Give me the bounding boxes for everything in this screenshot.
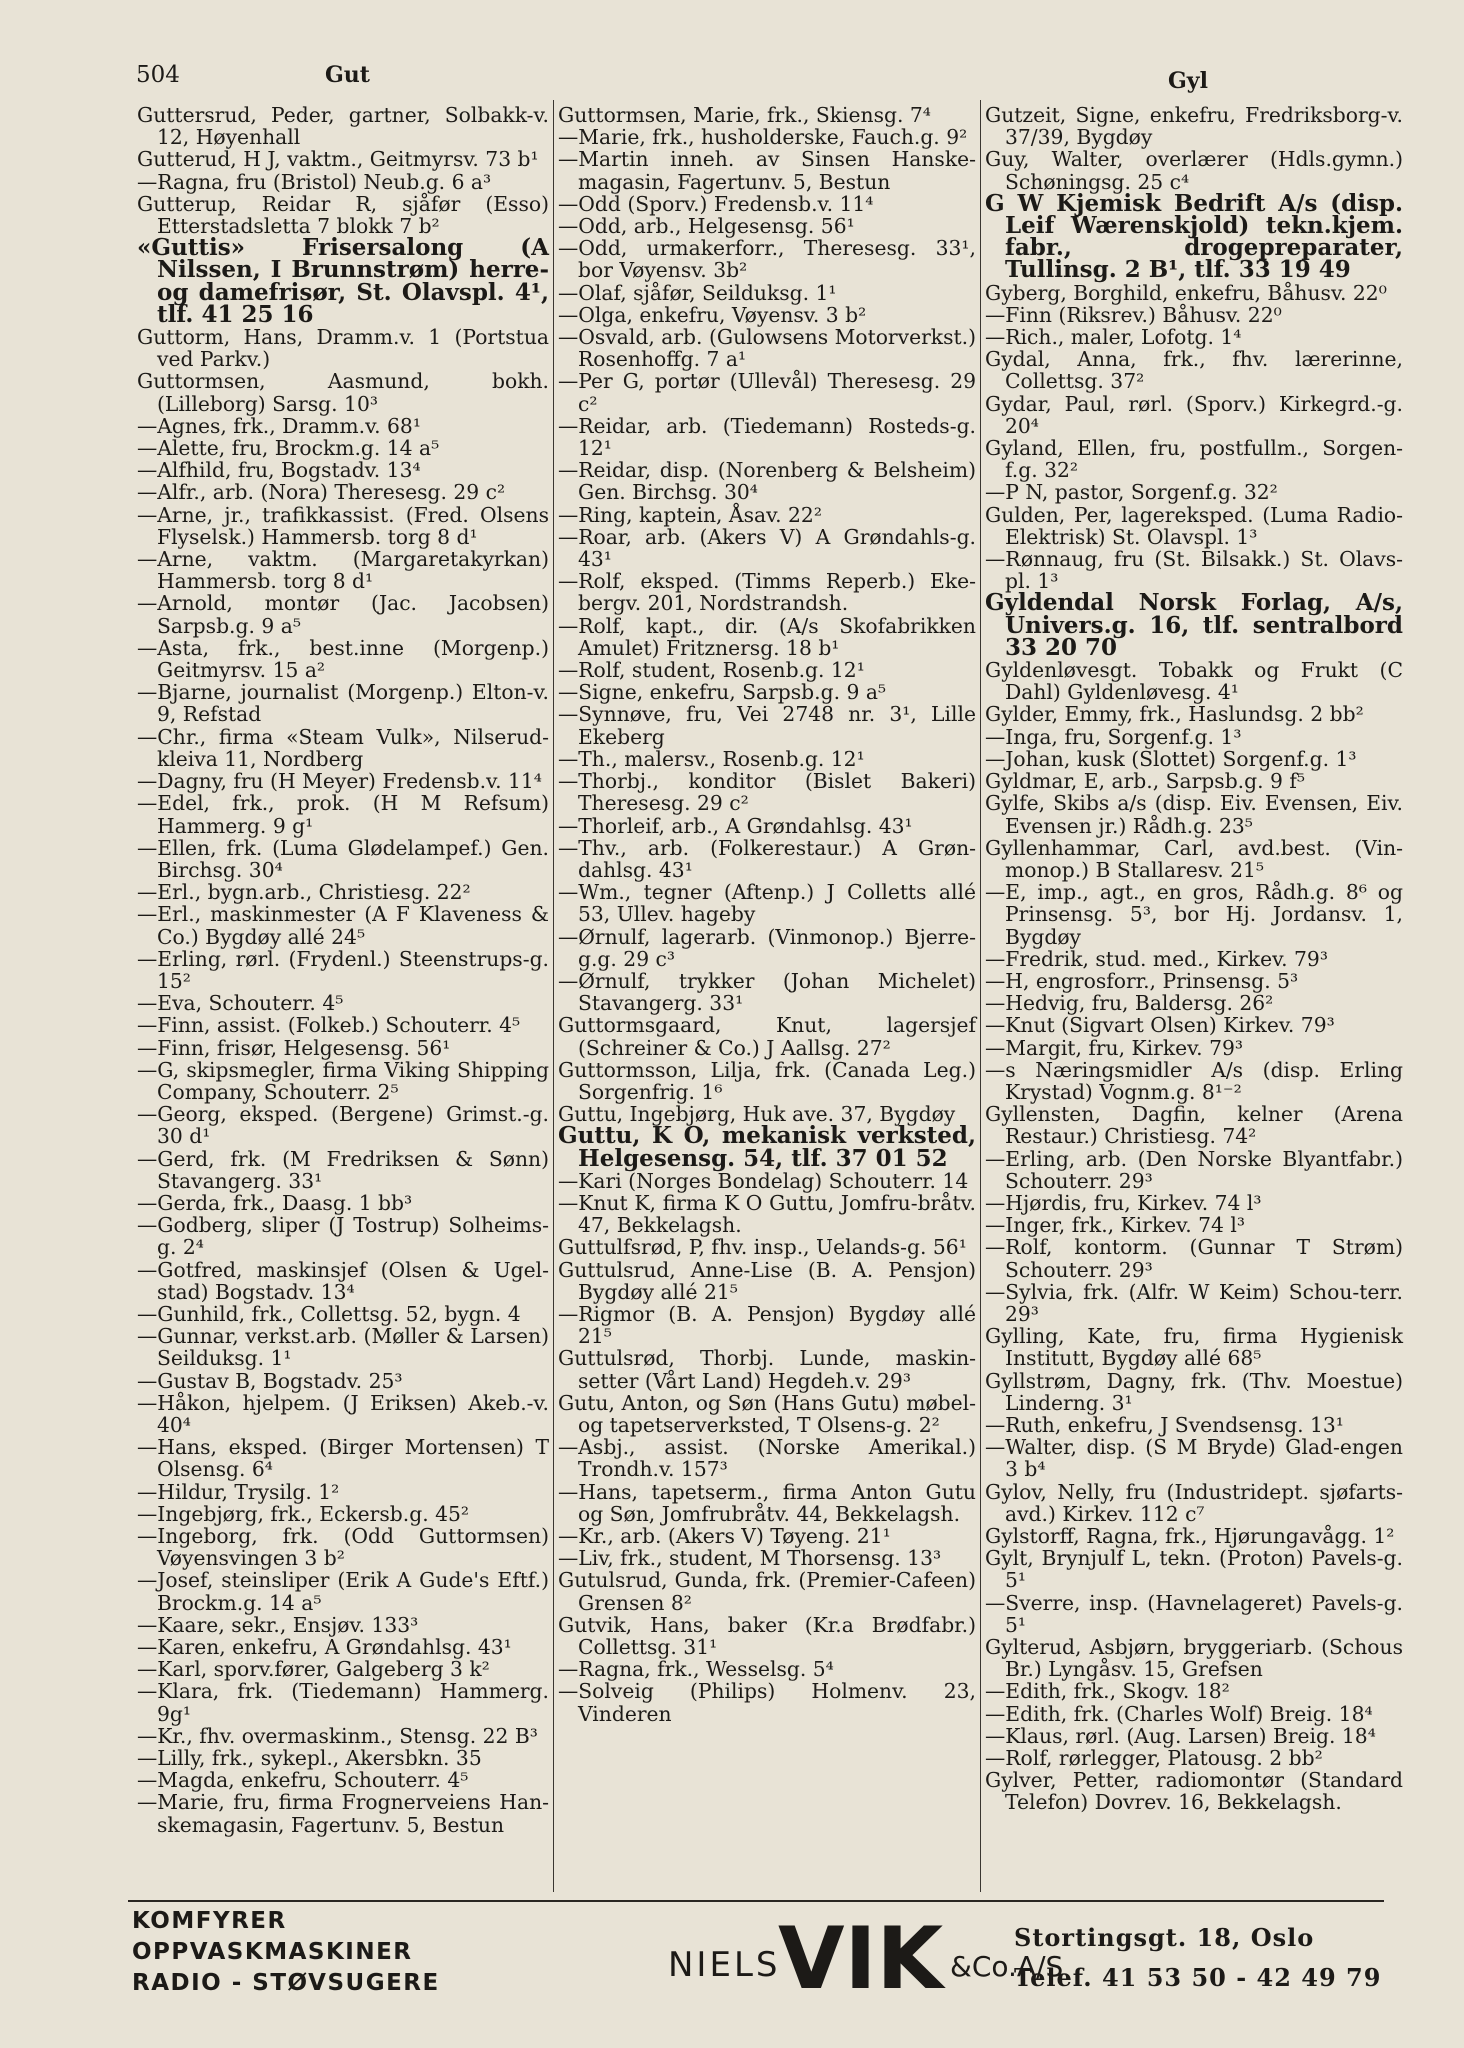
directory-entry: —Karl, sporv.fører, Galgeberg 3 k² (137, 1657, 490, 1682)
directory-entry: —Marie, fru, firma Frognerveiens Han-skemagasin, Fagertunv. 5, Bestun (137, 1790, 549, 1837)
directory-entry: —H, engrosforr., Prinsensg. 5³ (985, 968, 1299, 993)
ad-product-line: RADIO - STØVSUGERE (132, 1970, 440, 1996)
directory-entry: —Georg, eksped. (Bergene) Grimst.-g. 30 d¹ (137, 1102, 549, 1149)
directory-entry: —Synnøve, fru, Vei 2748 nr. 3¹, Lille Ekeberg (558, 702, 976, 749)
directory-entry: —Rolf, rørlegger, Platousg. 2 bb² (985, 1746, 1323, 1771)
directory-entry: —Asbj., assist. (Norske Amerikal.) Trondh.v. 157³ (558, 1435, 976, 1482)
logo-vik: VIK (778, 1914, 944, 1998)
directory-entry: —Odd (Sporv.) Fredensb.v. 11⁴ (558, 191, 874, 216)
directory-entry: —Rolf, kontorm. (Gunnar T Strøm) Schouterr. 29³ (985, 1235, 1403, 1282)
directory-entry: Guy, Walter, overlærer (Hdls.gymn.) Schøningsg. 25 c⁴ (985, 147, 1403, 194)
directory-entry: —Ørnulf, lagerarb. (Vinmonop.) Bjerre-g.g. 29 c³ (558, 924, 976, 971)
directory-entry: —Gunhild, frk., Collettsg. 52, bygn. 4 (137, 1301, 521, 1326)
directory-entry: Gutterud, H J, vaktm., Geitmyrsv. 73 b¹ (137, 147, 539, 172)
directory-entry: —Walter, disp. (S M Bryde) Glad-engen 3 b⁴ (985, 1435, 1403, 1482)
directory-entry: —Edith, frk., Skogv. 18² (985, 1679, 1230, 1704)
directory-entry: —Odd, urmakerforr., Theresesg. 33¹, bor Vøyensv. 3b² (558, 236, 976, 283)
directory-entry: Gyldmar, E, arb., Sarpsb.g. 9 f⁵ (985, 769, 1305, 794)
directory-entry: —Rolf, eksped. (Timms Reperb.) Eke-bergv. 201, Nordstrandsh. (558, 569, 976, 616)
directory-entry: Guttorm, Hans, Dramm.v. 1 (Portstua ved Parkv.) (137, 325, 549, 372)
directory-entry: Guttulsrød, Thorbj. Lunde, maskin-setter (Vårt Land) Hegdeh.v. 29³ (558, 1346, 976, 1393)
column-divider (980, 100, 981, 1892)
directory-entry: Gylt, Brynjulf L, tekn. (Proton) Pavels-g. 5¹ (985, 1546, 1403, 1593)
directory-entry: —Asta, frk., best.inne (Morgenp.) Geitmyrsv. 15 a² (137, 635, 549, 683)
directory-entry: —Dagny, fru (H Meyer) Fredensb.v. 11⁴ (137, 769, 542, 794)
directory-entry: —Margit, fru, Kirkev. 79³ (985, 1035, 1244, 1060)
directory-entry: Gylfe, Skibs a/s (disp. Eiv. Evensen, Eiv. Evensen jr.) Rådh.g. 23⁵ (985, 791, 1403, 838)
directory-entry: Gydar, Paul, rørl. (Sporv.) Kirkegrd.-g. 20⁴ (985, 391, 1403, 438)
directory-entry: —Per G, portør (Ullevål) Theresesg. 29 c² (558, 369, 976, 416)
directory-entry: —Finn (Riksrev.) Båhusv. 22⁰ (985, 302, 1282, 327)
directory-entry: Gutzeit, Signe, enkefru, Fredriksborg-v. 37/39, Bygdøy (985, 103, 1403, 150)
directory-entry: —Ragna, fru (Bristol) Neub.g. 6 a³ (137, 169, 492, 194)
directory-entry: —Ingeborg, frk. (Odd Guttormsen) Vøyensvingen 3 b² (137, 1524, 549, 1571)
directory-entry: —Osvald, arb. (Gulowsens Motorverkst.) Rosenhoffg. 7 a¹ (558, 325, 976, 372)
advertisement (128, 1900, 1384, 2002)
directory-entry: —Hans, tapetserm., firma Anton Gutu og Søn, Jomfrubråtv. 44, Bekkelagsh. (558, 1479, 976, 1526)
directory-entry: —Kaare, sekr., Ensjøv. 133³ (137, 1612, 419, 1637)
directory-entry: —Ring, kaptein, Åsav. 22² (558, 502, 822, 527)
directory-entry: —Alfr., arb. (Nora) Theresesg. 29 c² (137, 480, 506, 505)
directory-entry: —Klaus, rørl. (Aug. Larsen) Breig. 18⁴ (985, 1723, 1376, 1748)
directory-entry: —Erling, rørl. (Frydenl.) Steenstrups-g. 15² (137, 946, 549, 993)
directory-column-2 (558, 104, 976, 1725)
directory-entry: —Finn, frisør, Helgesensg. 56¹ (137, 1035, 451, 1060)
directory-entry: —Knut (Sigvart Olsen) Kirkev. 79³ (985, 1013, 1335, 1038)
directory-entry: Guttormsen, Marie, frk., Skiensg. 7⁴ (558, 103, 931, 127)
directory-entry: —Ragna, frk., Wesselsg. 5⁴ (558, 1657, 834, 1682)
directory-entry: G W Kjemisk Bedrift A/s (disp. Leif Wærenskjold) tekn.kjem. fabr., drogepreparater, Tullinsg. 2 B¹, tlf. 33 19 49 (985, 189, 1403, 284)
directory-entry: —Arnold, montør (Jac. Jacobsen) Sarpsb.g. 9 a⁵ (137, 591, 549, 638)
directory-entry: Gylder, Emmy, frk., Haslundsg. 2 bb² (985, 702, 1364, 727)
directory-entry: Gulden, Per, lagereksped. (Luma Radio-Elektrisk) St. Olavspl. 1³ (985, 502, 1403, 549)
directory-entry: —Gunnar, verkst.arb. (Møller & Larsen) Seilduksg. 1¹ (137, 1324, 549, 1371)
directory-entry: —Thorbj., konditor (Bislet Bakeri) Theresesg. 29 c² (558, 769, 976, 816)
directory-entry: Gutulsrud, Gunda, frk. (Premier-Cafeen) Grensen 8² (558, 1568, 976, 1615)
directory-entry: —Liv, frk., student, M Thorsensg. 13³ (558, 1546, 942, 1571)
directory-entry: —E, imp., agt., en gros, Rådh.g. 8⁶ og Prinsensg. 5³, bor Hj. Jordansv. 1, Bygdøy (985, 880, 1403, 949)
directory-entry: Gylver, Petter, radiomontør (Standard Telefon) Dovrev. 16, Bekkelagsh. (985, 1768, 1403, 1815)
directory-column-3 (985, 104, 1403, 1814)
directory-entry: Gyldendal Norsk Forlag, A/s, Univers.g. 16, tlf. sentralbord 33 20 70 (985, 589, 1403, 661)
directory-entry: —Ruth, enkefru, J Svendsensg. 13¹ (985, 1412, 1344, 1437)
directory-entry: —Magda, enkefru, Schouterr. 4⁵ (137, 1768, 469, 1793)
directory-entry: —Hildur, Trysilg. 1² (137, 1479, 340, 1504)
ad-products (132, 1906, 440, 1999)
directory-entry: —Kr., arb. (Akers V) Tøyeng. 21¹ (558, 1524, 891, 1548)
directory-entry: —Sverre, insp. (Havnelageret) Pavels-g. 5¹ (985, 1590, 1403, 1637)
header-right-word: Gyl (1168, 68, 1208, 94)
directory-entry: —Inger, frk., Kirkev. 74 l³ (985, 1213, 1245, 1238)
directory-entry: Guttormsson, Lilja, frk. (Canada Leg.) Sorgenfrig. 1⁶ (558, 1057, 976, 1104)
header-left-word: Gut (325, 62, 370, 88)
directory-entry: —G, skipsmegler, firma Viking Shipping Company, Schouterr. 2⁵ (137, 1057, 549, 1104)
directory-entry: —Knut K, firma K O Guttu, Jomfru-bråtv. 47, Bekkelagsh. (558, 1190, 976, 1238)
directory-entry: —Hans, eksped. (Birger Mortensen) T Olsensg. 6⁴ (137, 1435, 549, 1482)
directory-entry: —Thv., arb. (Folkerestaur.) A Grøn-dahlsg. 43¹ (558, 835, 976, 882)
directory-entry: —Olaf, sjåfør, Seilduksg. 1¹ (558, 280, 837, 305)
directory-entry: —Kr., fhv. overmaskinm., Stensg. 22 B³ (137, 1723, 538, 1748)
directory-entry: —Gustav B, Bogstadv. 25³ (137, 1368, 403, 1393)
directory-entry: —Martin inneh. av Sinsen Hanske-magasin, Fagertunv. 5, Bestun (558, 147, 976, 194)
directory-entry: Gyllstrøm, Dagny, frk. (Thv. Moestue) Linderng. 3¹ (985, 1368, 1403, 1415)
logo-co: &Co.A/S (950, 1950, 1064, 1983)
directory-entry: —Agnes, frk., Dramm.v. 68¹ (137, 413, 421, 438)
ad-address: Stortingsgt. 18, Oslo (1014, 1923, 1315, 1952)
ad-phone: Telef. 41 53 50 - 42 49 79 (1014, 1963, 1382, 1992)
directory-entry: —Gerda, frk., Daasg. 1 bb³ (137, 1190, 413, 1215)
directory-entry: —Odd, arb., Helgesensg. 56¹ (558, 214, 855, 239)
directory-entry: —Rich., maler, Lofotg. 1⁴ (985, 325, 1242, 350)
directory-entry: —Edith, frk. (Charles Wolf) Breig. 18⁴ (985, 1701, 1373, 1726)
directory-entry: —Chr., firma «Steam Vulk», Nilserud-kleiva 11, Nordberg (137, 724, 549, 771)
page-header (0, 62, 1464, 94)
directory-entry: —Inga, fru, Sorgenf.g. 1³ (985, 724, 1242, 749)
directory-entry: Gylterud, Asbjørn, bryggeriarb. (Schous Br.) Lyngåsv. 15, Grefsen (985, 1635, 1403, 1682)
directory-entry: —Thorleif, arb., A Grøndahlsg. 43¹ (558, 813, 913, 838)
directory-entry: —Johan, kusk (Slottet) Sorgenf.g. 1³ (985, 746, 1357, 771)
directory-entry: «Guttis» Frisersalong (A Nilssen, I Brunnstrøm) herre- og damefrisør, St. Olavspl. 4¹, tlf. 41 25 16 (137, 234, 549, 328)
directory-entry: —Reidar, disp. (Norenberg & Belsheim) Gen. Birchsg. 30⁴ (558, 458, 976, 505)
directory-entry: —Fredrik, stud. med., Kirkev. 79³ (985, 946, 1328, 971)
directory-entry: Gutvik, Hans, baker (Kr.a Brødfabr.) Collettsg. 31¹ (558, 1612, 976, 1660)
directory-entry: —Reidar, arb. (Tiedemann) Rosteds-g. 12¹ (558, 413, 976, 461)
directory-entry: Gyllenhammar, Carl, avd.best. (Vin-monop.) B Stallaresv. 21⁵ (985, 835, 1403, 882)
ad-product-line: OPPVASKMASKINER (132, 1939, 413, 1965)
directory-column-1 (137, 104, 549, 1836)
column-divider (553, 100, 554, 1892)
directory-entry: —Solveig (Philips) Holmenv. 23, Vinderen (558, 1679, 976, 1726)
directory-entry: —Godberg, sliper (J Tostrup) Solheims-g. 2⁴ (137, 1213, 549, 1260)
directory-entry: —Ingebjørg, frk., Eckersb.g. 45² (137, 1501, 470, 1526)
page-number: 504 (136, 62, 180, 88)
directory-entry: —Arne, jr., trafikkassist. (Fred. Olsens Flyselsk.) Hammersb. torg 8 d¹ (137, 502, 549, 549)
logo-niels: NIELS (668, 1945, 781, 1985)
directory-entry: Gutu, Anton, og Søn (Hans Gutu) møbel- og tapetserverksted, T Olsens-g. 2² (558, 1390, 976, 1437)
directory-entry: —Th., malersv., Rosenb.g. 12¹ (558, 746, 865, 771)
directory-entry: —Erling, arb. (Den Norske Blyantfabr.) Schouterr. 29³ (985, 1146, 1403, 1193)
directory-entry: Guttu, Ingebjørg, Huk ave. 37, Bygdøy (558, 1102, 956, 1127)
ad-product-line: KOMFYRER (132, 1908, 287, 1934)
directory-entry: Guttulsrud, Anne-Lise (B. A. Pensjon) Bygdøy allé 21⁵ (558, 1257, 976, 1304)
directory-entry: —Håkon, hjelpem. (J Eriksen) Akeb.-v. 40⁴ (137, 1390, 549, 1437)
directory-entry: —Rønnaug, fru (St. Bilsakk.) St. Olavs-pl. 1³ (985, 547, 1403, 594)
directory-entry: —Hedvig, fru, Baldersg. 26² (985, 991, 1274, 1016)
directory-entry: —Kari (Norges Bondelag) Schouterr. 14 (558, 1168, 969, 1193)
directory-entry: —Finn, assist. (Folkeb.) Schouterr. 4⁵ (137, 1013, 521, 1038)
directory-entry: —Klara, frk. (Tiedemann) Hammerg. 9g¹ (137, 1679, 549, 1726)
directory-entry: —Alette, fru, Brockm.g. 14 a⁵ (137, 436, 440, 461)
directory-entry: —Rigmor (B. A. Pensjon) Bygdøy allé 21⁵ (558, 1301, 976, 1349)
directory-entry: —Erl., bygn.arb., Christiesg. 22² (137, 880, 471, 905)
directory-entry: —Signe, enkefru, Sarpsb.g. 9 a⁵ (558, 680, 887, 705)
directory-entry: —Ørnulf, trykker (Johan Michelet) Stavangerg. 33¹ (558, 968, 976, 1016)
directory-entry: —Edel, frk., prok. (H M Refsum) Hammerg. 9 g¹ (137, 791, 549, 838)
directory-entry: —Gerd, frk. (M Fredriksen & Sønn) Stavangerg. 33¹ (137, 1146, 549, 1193)
directory-entry: —Josef, steinsliper (Erik A Gude's Eftf.) Brockm.g. 14 a⁵ (137, 1568, 549, 1615)
directory-entry: —Erl., maskinmester (A F Klaveness & Co.) Bygdøy allé 24⁵ (137, 902, 549, 949)
directory-entry: Guttormsen, Aasmund, bokh. (Lilleborg) Sarsg. 10³ (137, 369, 549, 416)
directory-entry: Gylstorff, Ragna, frk., Hjørungavågg. 1² (985, 1524, 1395, 1548)
directory-entry: —Arne, vaktm. (Margaretakyrkan) Hammersb. torg 8 d¹ (137, 547, 549, 594)
directory-entry: —Lilly, frk., sykepl., Akersbkn. 35 (137, 1746, 482, 1771)
directory-entry: —Olga, enkefru, Vøyensv. 3 b² (558, 302, 867, 327)
directory-entry: —Marie, frk., husholderske, Fauch.g. 9² (558, 125, 968, 150)
directory-entry: Gyllensten, Dagfin, kelner (Arena Restaur.) Christiesg. 74² (985, 1102, 1403, 1149)
directory-entry: —P N, pastor, Sorgenf.g. 32² (985, 480, 1278, 505)
directory-entry: —Karen, enkefru, A Grøndahlsg. 43¹ (137, 1635, 512, 1660)
directory-entry: Guttulfsrød, P, fhv. insp., Uelands-g. 56¹ (558, 1235, 967, 1260)
directory-entry: —Rolf, student, Rosenb.g. 12¹ (558, 658, 865, 683)
directory-entry: Gylov, Nelly, fru (Industridept. sjøfarts-avd.) Kirkev. 112 c⁷ (985, 1479, 1403, 1526)
directory-entry: —Bjarne, journalist (Morgenp.) Elton-v. 9, Refstad (137, 680, 549, 727)
directory-entry: —Alfhild, fru, Bogstadv. 13⁴ (137, 458, 421, 483)
directory-entry: Guttu, K O, mekanisk verksted, Helgesensg. 54, tlf. 37 01 52 (558, 1122, 976, 1172)
directory-entry: —Rolf, kapt., dir. (A/s Skofabrikken Amulet) Fritznersg. 18 b¹ (558, 613, 976, 660)
directory-entry: Gydal, Anna, frk., fhv. lærerinne, Collettsg. 37² (985, 347, 1403, 394)
directory-entry: —Ellen, frk. (Luma Glødelampef.) Gen. Birchsg. 30⁴ (137, 835, 549, 882)
directory-entry: —Roar, arb. (Akers V) A Grøndahls-g. 43¹ (558, 524, 976, 572)
directory-entry: Guttersrud, Peder, gartner, Solbakk-v. 12, Høyenhall (137, 103, 549, 150)
ad-contact (1014, 1918, 1381, 1998)
directory-entry: —Gotfred, maskinsjef (Olsen & Ugel-stad) Bogstadv. 13⁴ (137, 1257, 549, 1304)
directory-entry: —Sylvia, frk. (Alfr. W Keim) Schou-terr. 29³ (985, 1279, 1403, 1326)
directory-entry: Guttormsgaard, Knut, lagersjef (Schreiner & Co.) J Aallsg. 27² (558, 1013, 976, 1060)
directory-entry: Gylling, Kate, fru, firma Hygienisk Institutt, Bygdøy allé 68⁵ (985, 1324, 1403, 1371)
directory-entry: Gyland, Ellen, fru, postfullm., Sorgen-f.g. 32² (985, 436, 1403, 483)
directory-entry: —s Næringsmidler A/s (disp. Erling Krystad) Vognm.g. 8¹⁻² (985, 1057, 1403, 1104)
directory-entry: Gyldenløvesgt. Tobakk og Frukt (C Dahl) Gyldenløvesg. 4¹ (985, 658, 1403, 705)
directory-entry: —Hjørdis, fru, Kirkev. 74 l³ (985, 1190, 1262, 1215)
directory-entry: —Wm., tegner (Aftenp.) J Colletts allé 53, Ullev. hageby (558, 880, 976, 927)
directory-entry: Gutterup, Reidar R, sjåfør (Esso) Etterstadsletta 7 blokk 7 b² (137, 191, 549, 239)
directory-entry: —Eva, Schouterr. 4⁵ (137, 991, 344, 1016)
directory-entry: Gyberg, Borghild, enkefru, Båhusv. 22⁰ (985, 280, 1387, 305)
